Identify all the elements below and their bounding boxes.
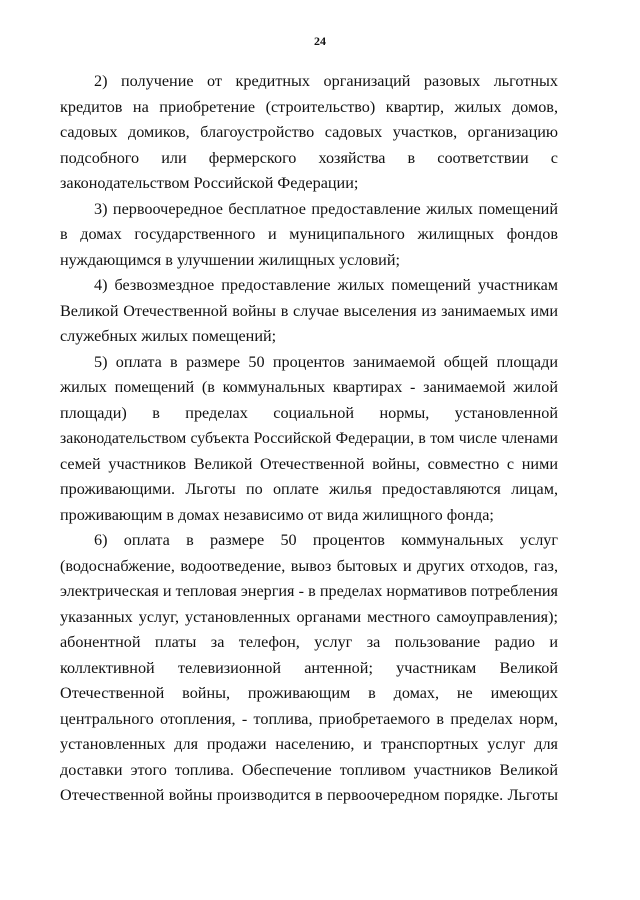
- text-line: Отечественной войны производится в первоочередном порядке. Льготы: [60, 786, 558, 804]
- text-line: законодательством субъекта Российской Федерации, в том числе членами: [60, 430, 558, 447]
- text-line: площади) в пределах социальной нормы, установленной: [60, 403, 558, 422]
- body-text: [60, 69, 558, 809]
- page-number: 24: [314, 34, 326, 48]
- text-line: (водоснабжение, водоотведение, вывоз бытовых и других отходов, газ,: [60, 556, 558, 575]
- text-line: садовых домиков, благоустройство садовых участков, организацию: [60, 123, 558, 141]
- text-line: семей участников Великой Отечественной войны, совместно с ними: [60, 454, 558, 473]
- text-line: Великой Отечественной войны в случае выселения из занимаемых ими: [60, 301, 558, 320]
- text-line: указанных услуг, установленных органами местного самоуправления);: [60, 607, 558, 626]
- text-line: 6) оплата в размере 50 процентов коммунальных услуг: [94, 531, 558, 549]
- text-line: доставки этого топлива. Обеспечение топливом участников Великой: [60, 760, 558, 779]
- text-line: 2) получение от кредитных организаций разовых льготных: [94, 72, 558, 90]
- text-line: служебных жилых помещений;: [60, 327, 277, 345]
- text-line: Отечественной войны, проживающим в домах, не имеющих: [60, 684, 558, 702]
- text-line: в домах государственного и муниципального жилищных фондов: [60, 225, 558, 243]
- text-line: проживающими. Льготы по оплате жилья предоставляются лицам,: [60, 480, 558, 498]
- text-line: кредитов на приобретение (строительство) квартир, жилых домов,: [60, 97, 558, 116]
- text-line: абонентной платы за телефон, услуг за пользование радио и: [60, 633, 558, 651]
- text-line: установленных для продажи населению, и транспортных услуг для: [60, 735, 558, 753]
- text-line: жилых помещений (в коммунальных квартирах - занимаемой жилой: [60, 378, 558, 396]
- text-line: проживающим в домах независимо от вида жилищного фонда;: [60, 505, 494, 524]
- text-line: 3) первоочередное бесплатное предоставление жилых помещений: [94, 199, 558, 218]
- text-line: центрального отопления, - топлива, приобретаемого в пределах норм,: [60, 709, 558, 728]
- text-line: 5) оплата в размере 50 процентов занимаемой общей площади: [94, 352, 558, 371]
- text-line: подсобного или фермерского хозяйства в соответствии с: [60, 148, 558, 167]
- text-line: электрическая и тепловая энергия - в пределах нормативов потребления: [60, 582, 558, 600]
- text-line: коллективной телевизионной антенной; участникам Великой: [60, 658, 558, 677]
- text-line: законодательством Российской Федерации;: [60, 174, 359, 192]
- text-line: 4) безвозмездное предоставление жилых помещений участникам: [94, 276, 558, 294]
- text-line: нуждающимся в улучшении жилищных условий;: [60, 250, 401, 269]
